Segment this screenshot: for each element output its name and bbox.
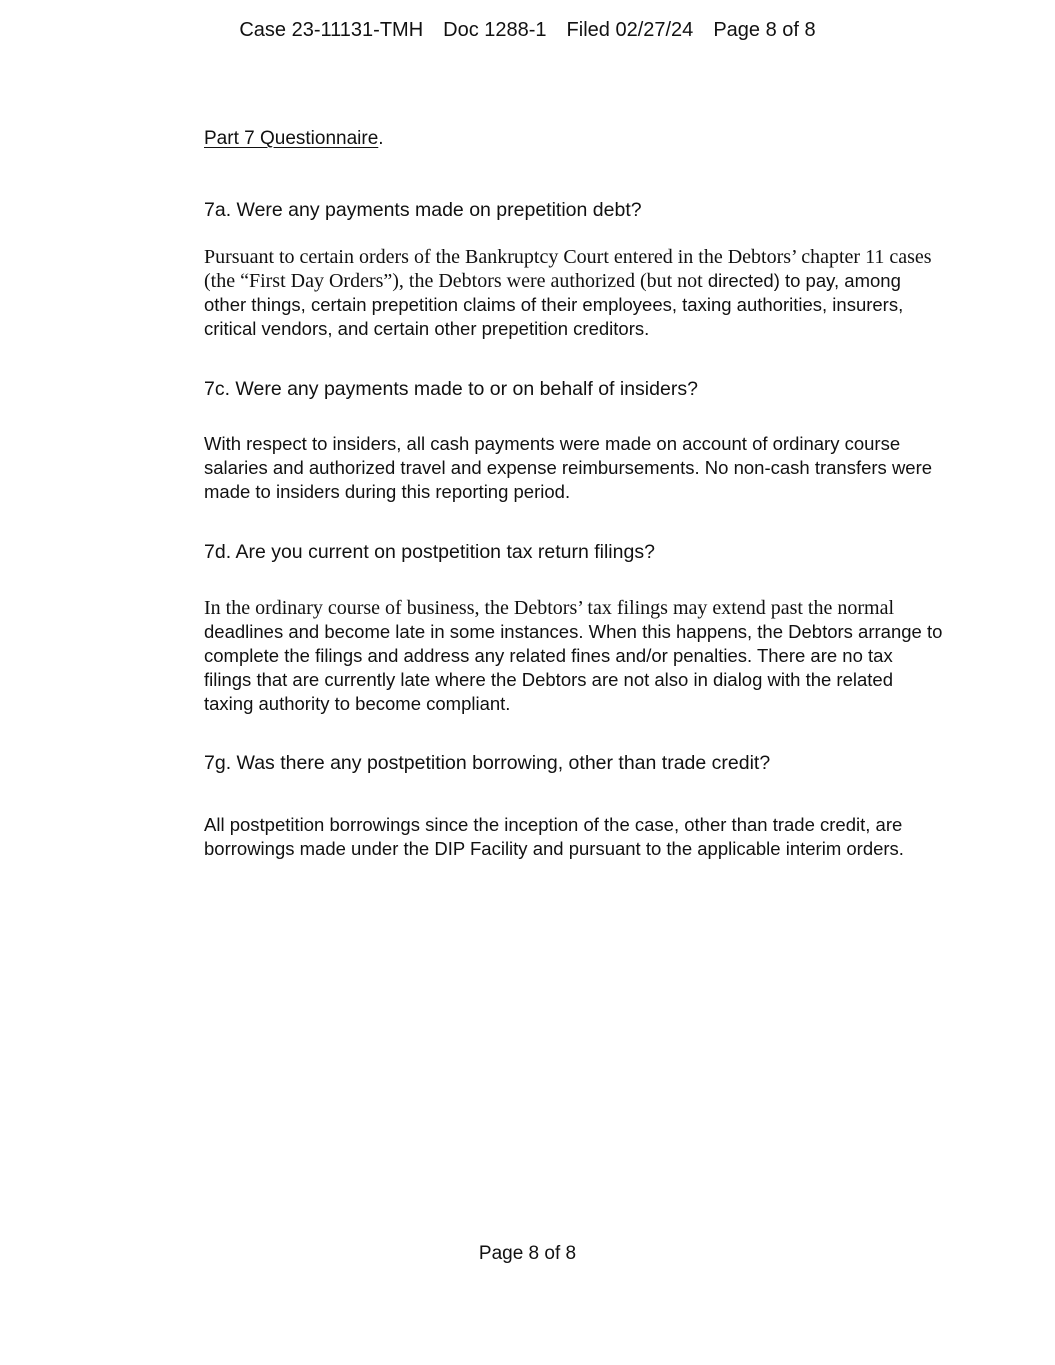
- answer-7c: With respect to insiders, all cash payments were made on account of ordinary course salaries and authorized travel and expense reimbursements. No non-cash transfers were made to insiders during this reporting period.: [204, 433, 933, 502]
- answer-7g: All postpetition borrowings since the inception of the case, other than trade credit, are borrowings made under the DIP Facility and pursuant to the applicable interim orders.: [204, 814, 904, 859]
- case-header: [0, 19, 1055, 42]
- doc-number: Doc 1288-1: [443, 19, 547, 41]
- header-page-number: Page 8 of 8: [713, 19, 816, 41]
- answer-7a: Pursuant to certain orders of the Bankruptcy Court entered in the Debtors’ chapter 11 cases (the “First Day Orders”), the Debtors were authorized (but not directed) to pay, among other things, certain prepetition claims of their employees, taxing authorities, insurers, critical vendors, and certain other prepetition creditors.: [204, 246, 932, 339]
- question-7d: 7d. Are you current on postpetition tax return filings?: [204, 541, 655, 563]
- footer-page-number: Page 8 of 8: [478, 1243, 577, 1264]
- question-7c: 7c. Were any payments made to or on behalf of insiders?: [204, 378, 698, 400]
- filed-date: Filed 02/27/24: [566, 19, 694, 41]
- part-title: Part 7 Questionnaire.: [204, 128, 384, 149]
- question-7g: 7g. Was there any postpetition borrowing, other than trade credit?: [204, 752, 771, 774]
- question-7a: 7a. Were any payments made on prepetition debt?: [204, 199, 642, 221]
- answer-7d: In the ordinary course of business, the Debtors’ tax filings may extend past the normal deadlines and become late in some instances. When this happens, the Debtors arrange to complete the filings and address any related fines and/or penalties. There are no tax filings that are currently late where the Debtors are not also in dialog with the related taxing authority to become compliant.: [204, 597, 943, 714]
- case-number: Case 23-11131-TMH: [239, 19, 424, 41]
